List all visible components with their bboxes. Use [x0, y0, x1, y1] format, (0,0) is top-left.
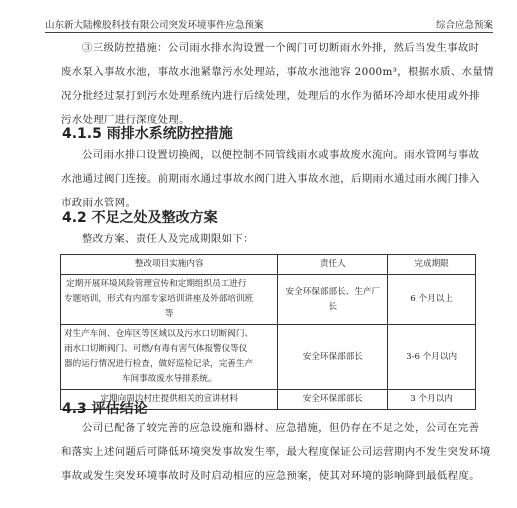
text-line: 和落实上述问题后可降低环境突发事故发生率，最大程度保证公司运营期内不发生突发环境 [61, 446, 491, 458]
cell-line: 定期向周边村庄提供相关的宣讲材料 [100, 394, 238, 404]
table-row [61, 325, 476, 390]
cell-line: 车间事故废水导排系统。 [121, 374, 217, 384]
heading-4-2: 4.2 不足之处及整改方案 [62, 210, 218, 226]
rectification-table [60, 254, 476, 410]
cell-line: 器的运行情况进行检查，做好巡检记录，完善生产 [64, 359, 254, 369]
cell-content [61, 325, 278, 390]
cell-person: 安全环保部部长 [278, 390, 388, 410]
text-line: 水池通过阀门连接。前期雨水通过事故水阀门进入事故水池，后期雨水通过雨水阀门排入 [61, 173, 480, 185]
cell-line: 等 [164, 309, 174, 319]
text-line: 污水处理厂进行深度处理。 [61, 114, 190, 126]
cell-line: 雨水口切断阀门、可燃/有毒有害气体报警仪等仪 [64, 344, 248, 354]
text-line: 整改方案、责任人及完成期限如下： [82, 233, 254, 245]
text-line: 市政雨水管网。 [61, 197, 137, 209]
cell-deadline: 3 个月以内 [388, 390, 476, 410]
text-line: ③三级防控措施：公司雨水排水沟设置一个阀门可切断雨水外排，然后当发生事故时 [82, 42, 480, 54]
paragraph-rain-drainage [61, 143, 491, 215]
cell-line: 定期开展环境风险管理宣传和定期组织员工进行 [66, 279, 247, 289]
heading-4-1-5: 4.1.5 雨排水系统防控措施 [62, 126, 233, 142]
cell-line: 专题培训，形式有内部专家培训讲座及外部培训班 [64, 294, 254, 304]
header-company-title: 山东新大陆橡胶科技有限公司突发环境事件应急预案 [45, 20, 264, 31]
cell-content [61, 275, 278, 325]
text-line: 公司雨水排口设置切换阀，以便控制不同管线雨水或事故废水流向。雨水管网与事故 [82, 149, 480, 161]
text-line: 公司已配备了较完善的应急设施和器材、应急措施，但仍存在不足之处，公司在完善 [82, 422, 480, 434]
col-header-content: 整改项目实施内容 [61, 255, 278, 275]
cell-person: 安全环保部部长 [278, 325, 388, 390]
cell-person: 安全环保部部长、生产厂长 [278, 275, 388, 325]
col-header-deadline: 完成期限 [388, 255, 476, 275]
text-line: 事故或发生突发环境事故时及时启动相应的应急预案，使其对环境的影响降到最低程度。 [61, 470, 480, 482]
header-section-title: 综合应急预案 [435, 20, 493, 31]
col-header-person: 责任人 [278, 255, 388, 275]
cell-line: 对生产车间、仓库区等区域以及污水口切断阀门、 [64, 329, 254, 339]
page-header [45, 14, 493, 33]
table-row [61, 275, 476, 325]
paragraph-third-level-measures [61, 36, 494, 132]
table-header-row [61, 255, 476, 275]
text-line: 废水泵入事故水池，事故水池紧靠污水处理站，事故水池池容 2000m³，根据水质、水量情 [61, 66, 494, 78]
paragraph-table-intro [61, 227, 491, 251]
heading-4-3: 4.3 评估结论 [62, 401, 148, 417]
cell-deadline: 3-6 个月以内 [388, 325, 476, 390]
cell-deadline: 6 个月以上 [388, 275, 476, 325]
text-line: 况分批经过泵打到污水处理系统内进行后续处理，处理后的水作为循环冷却水使用或外排 [61, 90, 480, 102]
paragraph-evaluation-conclusion [61, 416, 491, 488]
